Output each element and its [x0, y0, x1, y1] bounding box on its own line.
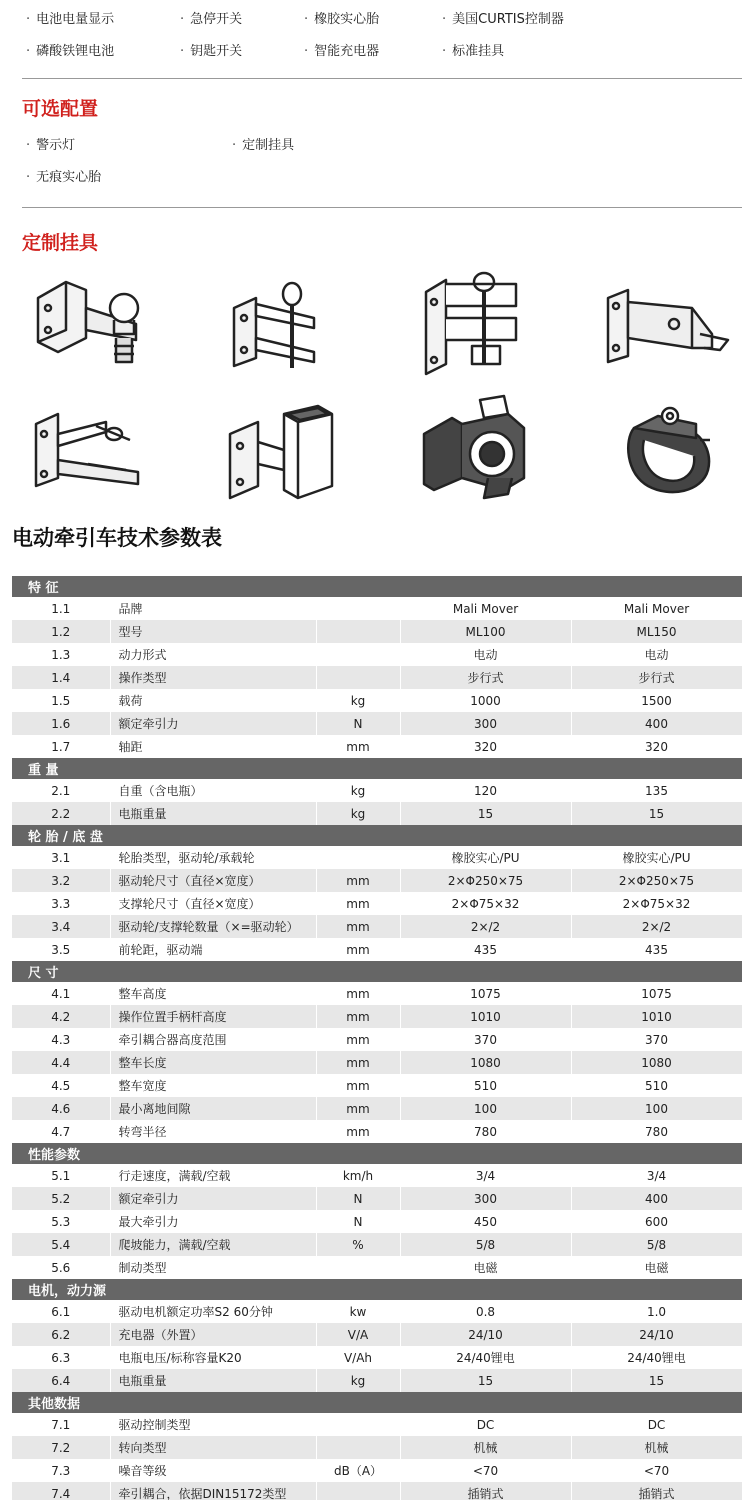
param-name: 电瓶电压/标称容量K20: [110, 1346, 316, 1369]
unit: mm: [316, 938, 400, 961]
unit: N: [316, 1210, 400, 1233]
value-ml150: 橡胶实心/PU: [571, 846, 742, 869]
param-name: 额定牵引力: [110, 1187, 316, 1210]
value-ml150: 2×Φ250×75: [571, 869, 742, 892]
unit: kw: [316, 1300, 400, 1323]
list-item: · 磷酸铁锂电池: [26, 40, 114, 64]
section-header: 特 征: [12, 576, 742, 597]
value-ml100: 0.8: [400, 1300, 571, 1323]
value-ml150: 600: [571, 1210, 742, 1233]
unit: [316, 1256, 400, 1279]
section-header-row: [12, 961, 742, 982]
section-header-row: [12, 825, 742, 846]
unit: kg: [316, 689, 400, 712]
param-name: 电瓶重量: [110, 802, 316, 825]
table-row: [12, 643, 742, 666]
unit: [316, 846, 400, 869]
param-name: 牵引耦合器高度范围: [110, 1028, 316, 1051]
param-name: 整车宽度: [110, 1074, 316, 1097]
table-row: [12, 1323, 742, 1346]
row-number: 5.1: [12, 1164, 110, 1187]
value-ml100: 3/4: [400, 1164, 571, 1187]
value-ml150: 15: [571, 802, 742, 825]
value-ml100: 370: [400, 1028, 571, 1051]
row-number: 6.2: [12, 1323, 110, 1346]
value-ml100: 电磁: [400, 1256, 571, 1279]
unit: mm: [316, 1005, 400, 1028]
unit: mm: [316, 1051, 400, 1074]
row-number: 4.4: [12, 1051, 110, 1074]
param-name: 品牌: [110, 597, 316, 620]
value-ml100: 步行式: [400, 666, 571, 689]
value-ml150: 1010: [571, 1005, 742, 1028]
optional-config-title: 可选配置: [22, 98, 99, 120]
unit: mm: [316, 869, 400, 892]
value-ml100: 橡胶实心/PU: [400, 846, 571, 869]
table-row: [12, 1097, 742, 1120]
value-ml150: 435: [571, 938, 742, 961]
value-ml100: 1080: [400, 1051, 571, 1074]
value-ml150: 电磁: [571, 1256, 742, 1279]
table-row: [12, 735, 742, 758]
param-name: 转弯半径: [110, 1120, 316, 1143]
value-ml100: 300: [400, 1187, 571, 1210]
row-number: 4.1: [12, 982, 110, 1005]
table-row: [12, 1256, 742, 1279]
value-ml150: 1075: [571, 982, 742, 1005]
double-plate-eye-clevis-image: [412, 268, 552, 378]
row-number: 7.2: [12, 1436, 110, 1459]
param-name: 轴距: [110, 735, 316, 758]
section-header-row: [12, 1279, 742, 1300]
value-ml100: 435: [400, 938, 571, 961]
value-ml150: 5/8: [571, 1233, 742, 1256]
value-ml150: DC: [571, 1413, 742, 1436]
value-ml150: 400: [571, 1187, 742, 1210]
section-header: 性能参数: [12, 1143, 742, 1164]
row-number: 4.5: [12, 1074, 110, 1097]
table-row: [12, 1346, 742, 1369]
row-number: 4.7: [12, 1120, 110, 1143]
value-ml150: 3/4: [571, 1164, 742, 1187]
table-row: [12, 1369, 742, 1392]
section-header-row: [12, 1392, 742, 1413]
list-item: · 标准挂具: [442, 40, 504, 64]
value-ml150: <70: [571, 1459, 742, 1482]
table-row: [12, 1028, 742, 1051]
row-number: 1.6: [12, 712, 110, 735]
divider: [22, 78, 742, 79]
param-name: 转向类型: [110, 1436, 316, 1459]
table-row: [12, 938, 742, 961]
param-name: 电瓶重量: [110, 1369, 316, 1392]
value-ml100: 1010: [400, 1005, 571, 1028]
pintle-hook-image: [412, 394, 552, 504]
value-ml100: 120: [400, 779, 571, 802]
param-name: 动力形式: [110, 643, 316, 666]
value-ml100: 100: [400, 1097, 571, 1120]
value-ml150: 24/10: [571, 1323, 742, 1346]
section-header-row: [12, 758, 742, 779]
pin-coupler-image: [600, 268, 740, 378]
param-name: 自重（含电瓶）: [110, 779, 316, 802]
unit: km/h: [316, 1164, 400, 1187]
param-name: 最小离地间隙: [110, 1097, 316, 1120]
row-number: 1.1: [12, 597, 110, 620]
table-row: [12, 712, 742, 735]
table-row: [12, 1459, 742, 1482]
value-ml150: Mali Mover: [571, 597, 742, 620]
table-row: [12, 597, 742, 620]
param-name: 制动类型: [110, 1256, 316, 1279]
value-ml150: 135: [571, 779, 742, 802]
unit: kg: [316, 1369, 400, 1392]
list-item: · 定制挂具: [232, 136, 294, 156]
value-ml100: 780: [400, 1120, 571, 1143]
value-ml100: 1000: [400, 689, 571, 712]
value-ml150: 2×Φ75×32: [571, 892, 742, 915]
param-name: 爬坡能力，满载/空载: [110, 1233, 316, 1256]
param-name: 驱动轮尺寸（直径×宽度）: [110, 869, 316, 892]
unit: mm: [316, 1120, 400, 1143]
unit: [316, 1436, 400, 1459]
table-row: [12, 915, 742, 938]
hitch-image-grid: [22, 268, 742, 498]
param-name: 额定牵引力: [110, 712, 316, 735]
row-number: 2.2: [12, 802, 110, 825]
value-ml150: 100: [571, 1097, 742, 1120]
table-row: [12, 1187, 742, 1210]
section-header: 电机，动力源: [12, 1279, 742, 1300]
unit: [316, 620, 400, 643]
param-name: 充电器（外置）: [110, 1323, 316, 1346]
row-number: 1.7: [12, 735, 110, 758]
table-row: [12, 620, 742, 643]
slotted-clevis-image: [26, 394, 166, 504]
unit: V/A: [316, 1323, 400, 1346]
row-number: 5.6: [12, 1256, 110, 1279]
value-ml100: DC: [400, 1413, 571, 1436]
value-ml100: ML100: [400, 620, 571, 643]
row-number: 4.6: [12, 1097, 110, 1120]
unit: V/Ah: [316, 1346, 400, 1369]
row-number: 5.3: [12, 1210, 110, 1233]
unit: mm: [316, 982, 400, 1005]
value-ml150: 2×/2: [571, 915, 742, 938]
unit: [316, 597, 400, 620]
table-row: [12, 1413, 742, 1436]
value-ml100: 300: [400, 712, 571, 735]
value-ml100: 510: [400, 1074, 571, 1097]
unit: kg: [316, 802, 400, 825]
value-ml100: 插销式: [400, 1482, 571, 1500]
value-ml150: 机械: [571, 1436, 742, 1459]
table-row: [12, 666, 742, 689]
param-name: 整车长度: [110, 1051, 316, 1074]
value-ml100: 电动: [400, 643, 571, 666]
unit: mm: [316, 1097, 400, 1120]
value-ml150: ML150: [571, 620, 742, 643]
row-number: 5.4: [12, 1233, 110, 1256]
value-ml150: 步行式: [571, 666, 742, 689]
value-ml100: <70: [400, 1459, 571, 1482]
row-number: 1.2: [12, 620, 110, 643]
value-ml150: 370: [571, 1028, 742, 1051]
square-receiver-image: [214, 394, 354, 504]
row-number: 7.4: [12, 1482, 110, 1500]
value-ml100: 15: [400, 802, 571, 825]
unit: mm: [316, 735, 400, 758]
value-ml100: 1075: [400, 982, 571, 1005]
table-row: [12, 1210, 742, 1233]
divider: [22, 207, 742, 208]
param-name: 前轮距，驱动端: [110, 938, 316, 961]
param-name: 噪音等级: [110, 1459, 316, 1482]
section-header: 其他数据: [12, 1392, 742, 1413]
unit: mm: [316, 1028, 400, 1051]
row-number: 6.1: [12, 1300, 110, 1323]
unit: [316, 1482, 400, 1500]
value-ml100: 2×Φ250×75: [400, 869, 571, 892]
value-ml150: 1080: [571, 1051, 742, 1074]
value-ml150: 15: [571, 1369, 742, 1392]
table-row: [12, 1164, 742, 1187]
section-header: 尺 寸: [12, 961, 742, 982]
row-number: 3.2: [12, 869, 110, 892]
value-ml150: 320: [571, 735, 742, 758]
value-ml100: Mali Mover: [400, 597, 571, 620]
param-name: 支撑轮尺寸（直径×宽度）: [110, 892, 316, 915]
row-number: 3.4: [12, 915, 110, 938]
row-number: 4.3: [12, 1028, 110, 1051]
section-header: 重 量: [12, 758, 742, 779]
table-row: [12, 1074, 742, 1097]
list-item: · 橡胶实心胎: [304, 8, 379, 32]
list-item: · 急停开关: [180, 8, 242, 32]
eye-bolt-clevis-image: [214, 268, 354, 378]
spec-table-title: 电动牵引车技术参数表: [12, 526, 222, 550]
table-row: [12, 869, 742, 892]
row-number: 5.2: [12, 1187, 110, 1210]
value-ml100: 24/10: [400, 1323, 571, 1346]
value-ml150: 1.0: [571, 1300, 742, 1323]
table-row: [12, 1300, 742, 1323]
value-ml100: 24/40锂电: [400, 1346, 571, 1369]
table-row: [12, 1005, 742, 1028]
ball-hitch-image: [26, 268, 166, 378]
param-name: 载荷: [110, 689, 316, 712]
tow-hook-image: [600, 394, 740, 504]
unit: N: [316, 712, 400, 735]
value-ml150: 24/40锂电: [571, 1346, 742, 1369]
row-number: 7.3: [12, 1459, 110, 1482]
row-number: 1.3: [12, 643, 110, 666]
row-number: 3.1: [12, 846, 110, 869]
value-ml100: 机械: [400, 1436, 571, 1459]
param-name: 操作类型: [110, 666, 316, 689]
param-name: 驱动轮/支撑轮数量（×=驱动轮）: [110, 915, 316, 938]
value-ml100: 450: [400, 1210, 571, 1233]
table-row: [12, 1233, 742, 1256]
unit: [316, 1413, 400, 1436]
list-item: · 警示灯: [26, 136, 75, 156]
unit: [316, 643, 400, 666]
value-ml150: 400: [571, 712, 742, 735]
row-number: 1.5: [12, 689, 110, 712]
value-ml100: 5/8: [400, 1233, 571, 1256]
section-header-row: [12, 576, 742, 597]
unit: kg: [316, 779, 400, 802]
row-number: 6.3: [12, 1346, 110, 1369]
unit: mm: [316, 1074, 400, 1097]
param-name: 牵引耦合，依据DIN15172类型: [110, 1482, 316, 1500]
row-number: 7.1: [12, 1413, 110, 1436]
value-ml150: 510: [571, 1074, 742, 1097]
table-row: [12, 892, 742, 915]
row-number: 6.4: [12, 1369, 110, 1392]
list-item: · 美国CURTIS控制器: [442, 8, 564, 32]
param-name: 驱动控制类型: [110, 1413, 316, 1436]
row-number: 3.5: [12, 938, 110, 961]
value-ml150: 780: [571, 1120, 742, 1143]
list-item: · 智能充电器: [304, 40, 379, 64]
table-row: [12, 846, 742, 869]
section-header: 轮 胎 / 底 盘: [12, 825, 742, 846]
row-number: 1.4: [12, 666, 110, 689]
param-name: 驱动电机额定功率S2 60分钟: [110, 1300, 316, 1323]
row-number: 4.2: [12, 1005, 110, 1028]
table-row: [12, 802, 742, 825]
unit: [316, 666, 400, 689]
value-ml150: 电动: [571, 643, 742, 666]
list-item: · 电池电量显示: [26, 8, 114, 32]
spec-table: [12, 576, 743, 1500]
value-ml150: 1500: [571, 689, 742, 712]
param-name: 行走速度，满载/空载: [110, 1164, 316, 1187]
list-item: · 无痕实心胎: [26, 168, 101, 188]
value-ml100: 320: [400, 735, 571, 758]
table-row: [12, 1051, 742, 1074]
param-name: 型号: [110, 620, 316, 643]
list-item: · 钥匙开关: [180, 40, 242, 64]
param-name: 操作位置手柄杆高度: [110, 1005, 316, 1028]
table-row: [12, 1120, 742, 1143]
param-name: 轮胎类型，驱动轮/承载轮: [110, 846, 316, 869]
value-ml100: 15: [400, 1369, 571, 1392]
table-row: [12, 1482, 742, 1500]
unit: mm: [316, 892, 400, 915]
unit: %: [316, 1233, 400, 1256]
param-name: 最大牵引力: [110, 1210, 316, 1233]
value-ml150: 插销式: [571, 1482, 742, 1500]
value-ml100: 2×Φ75×32: [400, 892, 571, 915]
value-ml100: 2×/2: [400, 915, 571, 938]
table-row: [12, 1436, 742, 1459]
row-number: 2.1: [12, 779, 110, 802]
table-row: [12, 982, 742, 1005]
param-name: 整车高度: [110, 982, 316, 1005]
table-row: [12, 689, 742, 712]
section-header-row: [12, 1143, 742, 1164]
unit: N: [316, 1187, 400, 1210]
unit: dB（A）: [316, 1459, 400, 1482]
custom-hitch-title: 定制挂具: [22, 232, 99, 254]
table-row: [12, 779, 742, 802]
row-number: 3.3: [12, 892, 110, 915]
unit: mm: [316, 915, 400, 938]
